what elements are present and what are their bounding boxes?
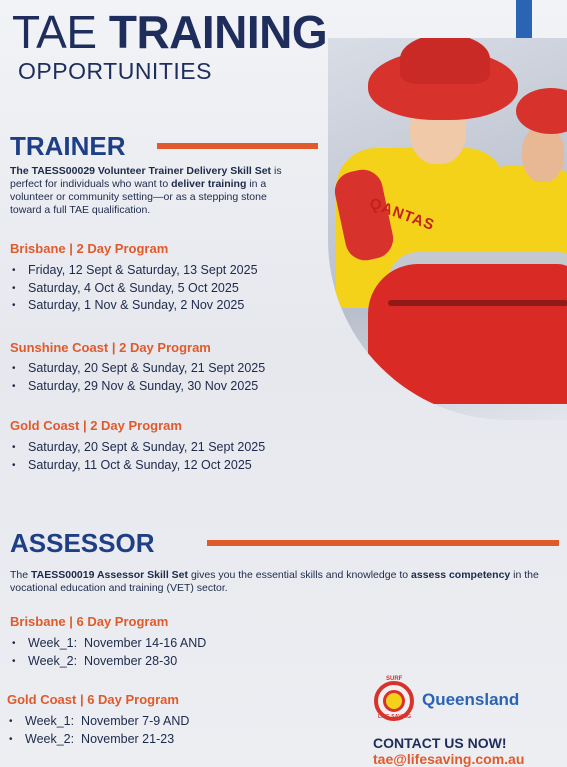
list-item: • Saturday, 20 Sept & Sunday, 21 Sept 2025: [10, 439, 265, 457]
list-item: • Saturday, 1 Nov & Sunday, 2 Nov 2025: [10, 297, 258, 315]
trainer-intro-bold: deliver training: [171, 178, 247, 190]
program-title-assessor-gold-coast: Gold Coast | 6 Day Program: [7, 692, 179, 707]
program-title-trainer-sunshine-coast: Sunshine Coast | 2 Day Program: [10, 340, 211, 355]
program-title-trainer-gold-coast: Gold Coast | 2 Day Program: [10, 418, 182, 433]
assessor-divider: [207, 540, 559, 546]
date-list-assessor-gold-coast: [7, 713, 189, 748]
logo-emblem: [383, 690, 405, 712]
date-list-trainer-gold-coast: [10, 439, 265, 474]
list-item: • Saturday, 11 Oct & Sunday, 12 Oct 2025: [10, 457, 265, 475]
lifesaver-face-2: [522, 126, 564, 182]
assessor-intro-mid: gives you the essential skills and knowledge to: [190, 569, 409, 581]
list-item: • Saturday, 20 Sept & Sunday, 21 Sept 2025: [10, 360, 265, 378]
trainer-heading: TRAINER: [10, 131, 126, 161]
shirt-sponsor-text: QANTAS: [367, 194, 438, 235]
assessor-intro-tail: in the vocational education and training (VET) sector.: [10, 569, 539, 594]
date-list-assessor-brisbane: [10, 635, 206, 670]
title-bold-word: TRAINING: [108, 6, 328, 58]
page-subtitle: OPPORTUNITIES: [18, 58, 212, 84]
contact-email-link[interactable]: tae@lifesaving.com.au: [373, 751, 525, 767]
red-rescue-bag: [368, 264, 567, 404]
title-light-word: TAE: [12, 6, 97, 58]
contact-title: CONTACT US NOW!: [373, 735, 507, 751]
list-item: • Week_1: November 14-16 AND: [10, 635, 206, 653]
assessor-intro-the: The: [10, 569, 29, 581]
date-list-trainer-sunshine-coast: [10, 360, 265, 395]
list-item: • Week_1: November 7-9 AND: [7, 713, 189, 731]
trainer-intro: [10, 165, 295, 217]
list-item: • Week_2: November 21-23: [7, 731, 189, 749]
assessor-intro: [10, 569, 550, 595]
trainer-intro-mid: is perfect for individuals who want to: [10, 165, 282, 190]
bag-zipper: [388, 300, 567, 306]
list-item: • Saturday, 29 Nov & Sunday, 30 Nov 2025: [10, 378, 265, 396]
trainer-course-code: The TAESS00029 Volunteer Trainer Delivery Skill Set: [10, 165, 272, 177]
program-title-assessor-brisbane: Brisbane | 6 Day Program: [10, 614, 169, 629]
list-item: • Friday, 12 Sept & Saturday, 13 Sept 2025: [10, 262, 258, 280]
logo-text-bottom: LIFE SAVING: [378, 714, 412, 720]
logo-wordmark: Queensland: [422, 690, 520, 709]
program-title-trainer-brisbane: Brisbane | 2 Day Program: [10, 241, 169, 256]
trainer-intro-tail: in a volunteer or community setting—or as a stepping stone toward a full TAE qualification.: [10, 178, 267, 216]
list-item: • Saturday, 4 Oct & Sunday, 5 Oct 2025: [10, 280, 258, 298]
list-item: • Week_2: November 28-30: [10, 653, 206, 671]
date-list-trainer-brisbane: [10, 262, 258, 315]
logo-text-top: SURF: [386, 676, 403, 682]
page-title: [12, 6, 327, 58]
lifesavers-photo: [328, 38, 567, 420]
trainer-divider: [157, 143, 318, 149]
assessor-intro-bold: assess competency: [411, 569, 511, 581]
lifesaver-hat-crown: [400, 38, 490, 84]
assessor-heading: ASSESSOR: [10, 528, 155, 558]
assessor-course-code: TAESS00019 Assessor Skill Set: [31, 569, 189, 581]
